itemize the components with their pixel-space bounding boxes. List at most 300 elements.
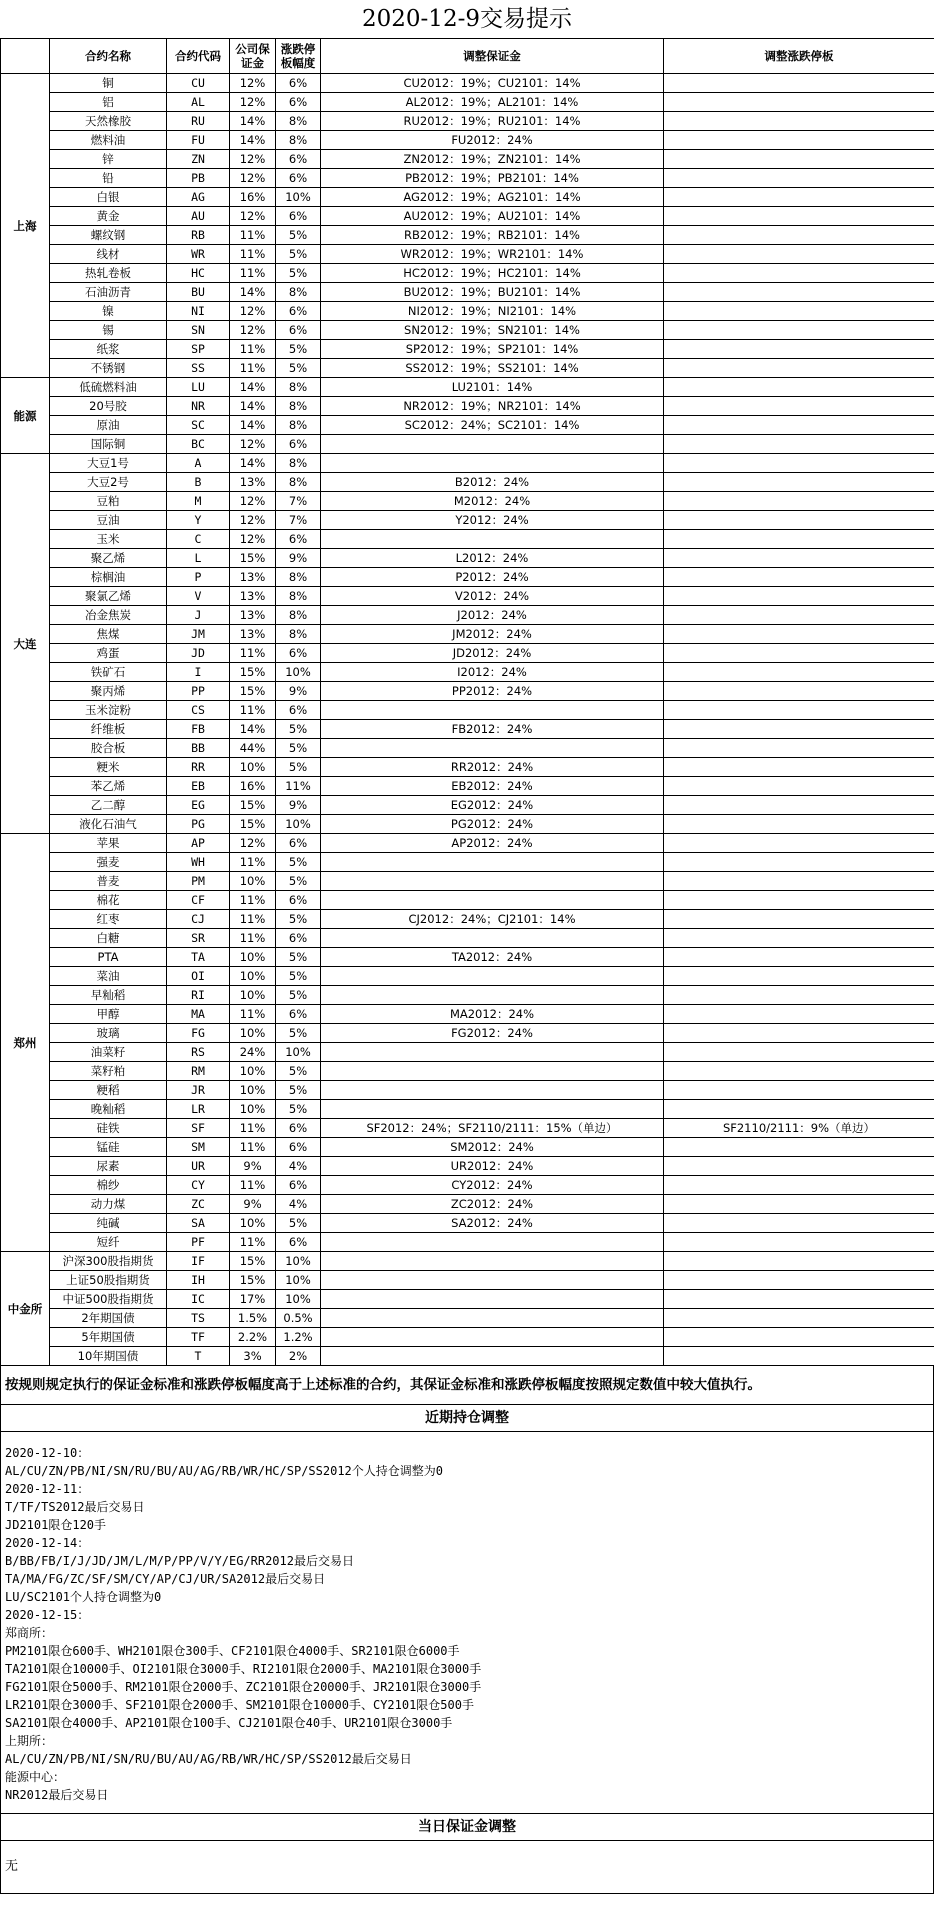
company-margin-cell: 10% xyxy=(230,1100,276,1119)
contract-name-cell: 白银 xyxy=(50,188,167,207)
adjusted-limit-cell xyxy=(664,606,934,625)
table-row xyxy=(1,929,934,948)
limit-range-cell: 9% xyxy=(276,549,321,568)
adjusted-limit-cell xyxy=(664,112,934,131)
adjusted-limit-cell xyxy=(664,872,934,891)
recent-line: 上期所： xyxy=(5,1734,54,1748)
adjusted-limit-cell xyxy=(664,1252,934,1271)
adjusted-limit-cell xyxy=(664,815,934,834)
contract-name-cell: 线材 xyxy=(50,245,167,264)
table-row xyxy=(1,644,934,663)
header-contract-name: 合约名称 xyxy=(50,39,167,74)
limit-range-cell: 7% xyxy=(276,511,321,530)
table-row xyxy=(1,302,934,321)
contract-code-cell: SS xyxy=(167,359,230,378)
contract-name-cell: 10年期国债 xyxy=(50,1347,167,1366)
adjusted-margin-cell: CJ2012：24%；CJ2101：14% xyxy=(321,910,664,929)
contract-code-cell: C xyxy=(167,530,230,549)
adjusted-margin-cell: SA2012：24% xyxy=(321,1214,664,1233)
limit-range-cell: 6% xyxy=(276,321,321,340)
contract-code-cell: RB xyxy=(167,226,230,245)
company-margin-cell: 12% xyxy=(230,321,276,340)
contract-name-cell: 油菜籽 xyxy=(50,1043,167,1062)
limit-range-cell: 6% xyxy=(276,74,321,93)
table-row xyxy=(1,1214,934,1233)
contract-name-cell: 动力煤 xyxy=(50,1195,167,1214)
company-margin-cell: 11% xyxy=(230,1233,276,1252)
adjusted-margin-cell: SN2012：19%；SN2101：14% xyxy=(321,321,664,340)
company-margin-cell: 10% xyxy=(230,967,276,986)
limit-range-cell: 8% xyxy=(276,283,321,302)
table-row xyxy=(1,226,934,245)
adjusted-margin-cell: WR2012：19%；WR2101：14% xyxy=(321,245,664,264)
contract-name-cell: 鸡蛋 xyxy=(50,644,167,663)
contract-code-cell: AP xyxy=(167,834,230,853)
company-margin-cell: 9% xyxy=(230,1195,276,1214)
adjusted-margin-cell xyxy=(321,1271,664,1290)
contract-code-cell: NI xyxy=(167,302,230,321)
table-row xyxy=(1,131,934,150)
contract-name-cell: 上证50股指期货 xyxy=(50,1271,167,1290)
adjusted-margin-cell xyxy=(321,435,664,454)
table-row xyxy=(1,150,934,169)
company-margin-cell: 13% xyxy=(230,625,276,644)
adjusted-margin-cell: ZN2012：19%；ZN2101：14% xyxy=(321,150,664,169)
contract-code-cell: L xyxy=(167,549,230,568)
adjusted-limit-cell xyxy=(664,739,934,758)
rule-note: 按规则规定执行的保证金标准和涨跌停板幅度高于上述标准的合约，其保证金标准和涨跌停板幅度按照规定数值中较大值执行。 xyxy=(0,1366,934,1405)
header-limit-range: 涨跌停板幅度 xyxy=(276,39,321,74)
company-margin-cell: 15% xyxy=(230,682,276,701)
company-margin-cell: 2.2% xyxy=(230,1328,276,1347)
contract-code-cell: JD xyxy=(167,644,230,663)
limit-range-cell: 9% xyxy=(276,796,321,815)
contract-name-cell: 短纤 xyxy=(50,1233,167,1252)
adjusted-margin-cell: J2012：24% xyxy=(321,606,664,625)
company-margin-cell: 11% xyxy=(230,1176,276,1195)
recent-line: JD2101限仓120手 xyxy=(5,1518,107,1532)
adjusted-limit-cell xyxy=(664,454,934,473)
limit-range-cell: 6% xyxy=(276,644,321,663)
table-row xyxy=(1,625,934,644)
table-row xyxy=(1,492,934,511)
contract-code-cell: IF xyxy=(167,1252,230,1271)
adjusted-margin-cell xyxy=(321,1290,664,1309)
limit-range-cell: 6% xyxy=(276,1176,321,1195)
contract-code-cell: BB xyxy=(167,739,230,758)
adjusted-limit-cell xyxy=(664,1024,934,1043)
contract-code-cell: RS xyxy=(167,1043,230,1062)
adjusted-limit-cell xyxy=(664,663,934,682)
contract-code-cell: FB xyxy=(167,720,230,739)
limit-range-cell: 8% xyxy=(276,587,321,606)
adjusted-margin-cell: SF2012：24%；SF2110/2111：15%（单边） xyxy=(321,1119,664,1138)
adjusted-limit-cell xyxy=(664,834,934,853)
contract-code-cell: AL xyxy=(167,93,230,112)
contract-code-cell: TA xyxy=(167,948,230,967)
limit-range-cell: 5% xyxy=(276,758,321,777)
header-contract-code: 合约代码 xyxy=(167,39,230,74)
table-row xyxy=(1,891,934,910)
contract-name-cell: 棉花 xyxy=(50,891,167,910)
table-row xyxy=(1,511,934,530)
contract-code-cell: UR xyxy=(167,1157,230,1176)
contract-name-cell: 铜 xyxy=(50,74,167,93)
contract-name-cell: 强麦 xyxy=(50,853,167,872)
company-margin-cell: 24% xyxy=(230,1043,276,1062)
adjusted-margin-cell: PP2012：24% xyxy=(321,682,664,701)
contract-code-cell: FG xyxy=(167,1024,230,1043)
adjusted-limit-cell xyxy=(664,74,934,93)
adjusted-limit-cell xyxy=(664,549,934,568)
adjusted-limit-cell xyxy=(664,1290,934,1309)
adjusted-margin-cell: JM2012：24% xyxy=(321,625,664,644)
limit-range-cell: 6% xyxy=(276,150,321,169)
contract-name-cell: 镍 xyxy=(50,302,167,321)
table-row xyxy=(1,1005,934,1024)
limit-range-cell: 4% xyxy=(276,1195,321,1214)
contract-name-cell: 红枣 xyxy=(50,910,167,929)
company-margin-cell: 11% xyxy=(230,245,276,264)
table-row xyxy=(1,112,934,131)
adjusted-margin-cell: RB2012：19%；RB2101：14% xyxy=(321,226,664,245)
contract-code-cell: EG xyxy=(167,796,230,815)
adjusted-margin-cell: RU2012：19%；RU2101：14% xyxy=(321,112,664,131)
exchange-name: 中金所 xyxy=(1,1252,50,1366)
contract-code-cell: AU xyxy=(167,207,230,226)
adjusted-margin-cell xyxy=(321,1347,664,1366)
table-row xyxy=(1,93,934,112)
company-margin-cell: 15% xyxy=(230,663,276,682)
table-row xyxy=(1,796,934,815)
company-margin-cell: 12% xyxy=(230,207,276,226)
limit-range-cell: 6% xyxy=(276,834,321,853)
adjusted-margin-cell xyxy=(321,1062,664,1081)
contract-code-cell: OI xyxy=(167,967,230,986)
table-row xyxy=(1,1043,934,1062)
table-row xyxy=(1,815,934,834)
company-margin-cell: 9% xyxy=(230,1157,276,1176)
adjusted-limit-cell xyxy=(664,758,934,777)
exchange-name: 能源 xyxy=(1,378,50,454)
contract-name-cell: 纯碱 xyxy=(50,1214,167,1233)
recent-line: T/TF/TS2012最后交易日 xyxy=(5,1500,145,1514)
limit-range-cell: 5% xyxy=(276,226,321,245)
contract-name-cell: 棉纱 xyxy=(50,1176,167,1195)
company-margin-cell: 12% xyxy=(230,530,276,549)
company-margin-cell: 10% xyxy=(230,1214,276,1233)
adjusted-margin-cell: SC2012：24%；SC2101：14% xyxy=(321,416,664,435)
company-margin-cell: 11% xyxy=(230,1138,276,1157)
recent-line: LR2101限仓3000手、SF2101限仓2000手、SM2101限仓10000手、CY2101限仓500手 xyxy=(5,1698,474,1712)
recent-line: PM2101限仓600手、WH2101限仓300手、CF2101限仓4000手、SR2101限仓6000手 xyxy=(5,1644,460,1658)
adjusted-margin-cell xyxy=(321,1309,664,1328)
limit-range-cell: 5% xyxy=(276,1024,321,1043)
contract-code-cell: T xyxy=(167,1347,230,1366)
contract-code-cell: SN xyxy=(167,321,230,340)
contract-name-cell: 菜籽粕 xyxy=(50,1062,167,1081)
contract-code-cell: PP xyxy=(167,682,230,701)
contract-code-cell: PM xyxy=(167,872,230,891)
table-row xyxy=(1,1309,934,1328)
contract-name-cell: 晚籼稻 xyxy=(50,1100,167,1119)
contract-code-cell: B xyxy=(167,473,230,492)
contract-code-cell: SF xyxy=(167,1119,230,1138)
company-margin-cell: 14% xyxy=(230,454,276,473)
adjusted-limit-cell xyxy=(664,1043,934,1062)
recent-line: TA/MA/FG/ZC/SF/SM/CY/AP/CJ/UR/SA2012最后交易日 xyxy=(5,1572,326,1586)
exchange-name: 郑州 xyxy=(1,834,50,1252)
contract-name-cell: 聚丙烯 xyxy=(50,682,167,701)
contract-name-cell: 铁矿石 xyxy=(50,663,167,682)
limit-range-cell: 8% xyxy=(276,625,321,644)
company-margin-cell: 14% xyxy=(230,112,276,131)
table-row xyxy=(1,967,934,986)
table-row xyxy=(1,530,934,549)
limit-range-cell: 7% xyxy=(276,492,321,511)
contract-code-cell: M xyxy=(167,492,230,511)
recent-line: TA2101限仓10000手、OI2101限仓3000手、RI2101限仓2000手、MA2101限仓3000手 xyxy=(5,1662,482,1676)
company-margin-cell: 11% xyxy=(230,910,276,929)
recent-line: LU/SC2101个人持仓调整为0 xyxy=(5,1590,162,1604)
recent-line: 2020-12-11： xyxy=(5,1482,90,1496)
contract-code-cell: CY xyxy=(167,1176,230,1195)
adjusted-limit-cell xyxy=(664,720,934,739)
table-row xyxy=(1,416,934,435)
adjusted-limit-cell xyxy=(664,435,934,454)
adjusted-limit-cell xyxy=(664,226,934,245)
company-margin-cell: 12% xyxy=(230,93,276,112)
adjusted-margin-cell xyxy=(321,1100,664,1119)
company-margin-cell: 11% xyxy=(230,1119,276,1138)
contract-name-cell: 苯乙烯 xyxy=(50,777,167,796)
recent-position-title: 近期持仓调整 xyxy=(0,1405,934,1432)
adjusted-margin-cell: CY2012：24% xyxy=(321,1176,664,1195)
contract-name-cell: 棕榈油 xyxy=(50,568,167,587)
company-margin-cell: 11% xyxy=(230,929,276,948)
adjusted-limit-cell xyxy=(664,1214,934,1233)
company-margin-cell: 3% xyxy=(230,1347,276,1366)
limit-range-cell: 5% xyxy=(276,910,321,929)
contract-name-cell: 中证500股指期货 xyxy=(50,1290,167,1309)
adjusted-margin-cell: V2012：24% xyxy=(321,587,664,606)
adjusted-margin-cell: B2012：24% xyxy=(321,473,664,492)
limit-range-cell: 6% xyxy=(276,302,321,321)
table-header-row xyxy=(1,39,934,74)
adjusted-limit-cell xyxy=(664,245,934,264)
contract-name-cell: 热轧卷板 xyxy=(50,264,167,283)
table-row xyxy=(1,207,934,226)
company-margin-cell: 10% xyxy=(230,758,276,777)
contract-name-cell: 乙二醇 xyxy=(50,796,167,815)
contract-code-cell: CF xyxy=(167,891,230,910)
contract-name-cell: 黄金 xyxy=(50,207,167,226)
company-margin-cell: 13% xyxy=(230,606,276,625)
contract-code-cell: WH xyxy=(167,853,230,872)
company-margin-cell: 10% xyxy=(230,1081,276,1100)
limit-range-cell: 11% xyxy=(276,777,321,796)
adjusted-margin-cell: HC2012：19%；HC2101：14% xyxy=(321,264,664,283)
adjusted-margin-cell: PG2012：24% xyxy=(321,815,664,834)
adjusted-limit-cell xyxy=(664,150,934,169)
adjusted-margin-cell xyxy=(321,853,664,872)
company-margin-cell: 12% xyxy=(230,492,276,511)
contract-name-cell: 2年期国债 xyxy=(50,1309,167,1328)
table-row xyxy=(1,245,934,264)
contract-name-cell: 菜油 xyxy=(50,967,167,986)
contract-code-cell: NR xyxy=(167,397,230,416)
adjusted-margin-cell xyxy=(321,891,664,910)
adjusted-margin-cell: PB2012：19%；PB2101：14% xyxy=(321,169,664,188)
limit-range-cell: 6% xyxy=(276,169,321,188)
adjusted-limit-cell xyxy=(664,188,934,207)
contract-name-cell: 尿素 xyxy=(50,1157,167,1176)
adjusted-margin-cell: EG2012：24% xyxy=(321,796,664,815)
table-row xyxy=(1,910,934,929)
limit-range-cell: 8% xyxy=(276,606,321,625)
company-margin-cell: 10% xyxy=(230,1024,276,1043)
contract-name-cell: 胶合板 xyxy=(50,739,167,758)
contract-name-cell: 5年期国债 xyxy=(50,1328,167,1347)
adjusted-margin-cell xyxy=(321,986,664,1005)
limit-range-cell: 6% xyxy=(276,701,321,720)
adjusted-limit-cell xyxy=(664,93,934,112)
contract-code-cell: IC xyxy=(167,1290,230,1309)
contract-name-cell: 普麦 xyxy=(50,872,167,891)
limit-range-cell: 5% xyxy=(276,853,321,872)
contract-name-cell: 国际铜 xyxy=(50,435,167,454)
contract-name-cell: 大豆1号 xyxy=(50,454,167,473)
table-row xyxy=(1,359,934,378)
contract-code-cell: EB xyxy=(167,777,230,796)
adjusted-margin-cell: SM2012：24% xyxy=(321,1138,664,1157)
company-margin-cell: 15% xyxy=(230,549,276,568)
limit-range-cell: 6% xyxy=(276,891,321,910)
table-row xyxy=(1,397,934,416)
adjusted-margin-cell xyxy=(321,1252,664,1271)
contract-code-cell: CJ xyxy=(167,910,230,929)
contract-name-cell: 粳米 xyxy=(50,758,167,777)
contract-code-cell: RR xyxy=(167,758,230,777)
limit-range-cell: 5% xyxy=(276,340,321,359)
table-row xyxy=(1,568,934,587)
header-adjusted-limit: 调整涨跌停板 xyxy=(664,39,934,74)
company-margin-cell: 16% xyxy=(230,188,276,207)
company-margin-cell: 12% xyxy=(230,74,276,93)
contract-code-cell: V xyxy=(167,587,230,606)
table-row xyxy=(1,853,934,872)
adjusted-limit-cell xyxy=(664,492,934,511)
adjusted-margin-cell: CU2012：19%；CU2101：14% xyxy=(321,74,664,93)
adjusted-limit-cell xyxy=(664,1195,934,1214)
table-row xyxy=(1,663,934,682)
adjusted-limit-cell xyxy=(664,1081,934,1100)
adjusted-limit-cell xyxy=(664,1271,934,1290)
adjusted-limit-cell xyxy=(664,1328,934,1347)
adjusted-limit-cell: SF2110/2111：9%（单边） xyxy=(664,1119,934,1138)
adjusted-limit-cell xyxy=(664,321,934,340)
company-margin-cell: 11% xyxy=(230,701,276,720)
adjusted-margin-cell xyxy=(321,530,664,549)
company-margin-cell: 12% xyxy=(230,511,276,530)
adjusted-limit-cell xyxy=(664,1005,934,1024)
adjusted-margin-cell: TA2012：24% xyxy=(321,948,664,967)
table-row xyxy=(1,74,934,93)
table-row xyxy=(1,169,934,188)
limit-range-cell: 10% xyxy=(276,1043,321,1062)
adjusted-limit-cell xyxy=(664,1347,934,1366)
adjusted-margin-cell: JD2012：24% xyxy=(321,644,664,663)
company-margin-cell: 15% xyxy=(230,1271,276,1290)
contract-code-cell: AG xyxy=(167,188,230,207)
contract-code-cell: TF xyxy=(167,1328,230,1347)
adjusted-margin-cell: M2012：24% xyxy=(321,492,664,511)
recent-line: 能源中心： xyxy=(5,1770,66,1784)
adjusted-limit-cell xyxy=(664,986,934,1005)
adjusted-limit-cell xyxy=(664,625,934,644)
margin-table-body xyxy=(1,39,934,1366)
limit-range-cell: 6% xyxy=(276,1005,321,1024)
adjusted-margin-cell xyxy=(321,739,664,758)
company-margin-cell: 13% xyxy=(230,587,276,606)
table-row xyxy=(1,188,934,207)
limit-range-cell: 8% xyxy=(276,454,321,473)
table-row xyxy=(1,1233,934,1252)
adjusted-margin-cell xyxy=(321,1328,664,1347)
company-margin-cell: 11% xyxy=(230,644,276,663)
contract-name-cell: 液化石油气 xyxy=(50,815,167,834)
adjusted-limit-cell xyxy=(664,948,934,967)
adjusted-limit-cell xyxy=(664,967,934,986)
company-margin-cell: 12% xyxy=(230,169,276,188)
table-row xyxy=(1,1081,934,1100)
adjusted-limit-cell xyxy=(664,891,934,910)
limit-range-cell: 10% xyxy=(276,1290,321,1309)
table-row xyxy=(1,986,934,1005)
table-row xyxy=(1,1347,934,1366)
table-row xyxy=(1,1176,934,1195)
contract-code-cell: TS xyxy=(167,1309,230,1328)
company-margin-cell: 10% xyxy=(230,1062,276,1081)
adjusted-limit-cell xyxy=(664,1062,934,1081)
adjusted-margin-cell: BU2012：19%；BU2101：14% xyxy=(321,283,664,302)
adjusted-limit-cell xyxy=(664,1138,934,1157)
contract-name-cell: 原油 xyxy=(50,416,167,435)
contract-name-cell: 20号胶 xyxy=(50,397,167,416)
table-row xyxy=(1,1024,934,1043)
contract-name-cell: 硅铁 xyxy=(50,1119,167,1138)
limit-range-cell: 6% xyxy=(276,435,321,454)
adjusted-limit-cell xyxy=(664,511,934,530)
company-margin-cell: 12% xyxy=(230,150,276,169)
company-margin-cell: 10% xyxy=(230,948,276,967)
company-margin-cell: 14% xyxy=(230,720,276,739)
company-margin-cell: 15% xyxy=(230,1252,276,1271)
contract-code-cell: SC xyxy=(167,416,230,435)
adjusted-limit-cell xyxy=(664,416,934,435)
adjusted-limit-cell xyxy=(664,701,934,720)
table-row xyxy=(1,1119,934,1138)
adjusted-limit-cell xyxy=(664,568,934,587)
adjusted-limit-cell xyxy=(664,1100,934,1119)
company-margin-cell: 11% xyxy=(230,226,276,245)
adjusted-limit-cell xyxy=(664,169,934,188)
adjusted-limit-cell xyxy=(664,644,934,663)
table-row xyxy=(1,1157,934,1176)
adjusted-margin-cell xyxy=(321,929,664,948)
header-company-margin: 公司保证金 xyxy=(230,39,276,74)
limit-range-cell: 5% xyxy=(276,1081,321,1100)
